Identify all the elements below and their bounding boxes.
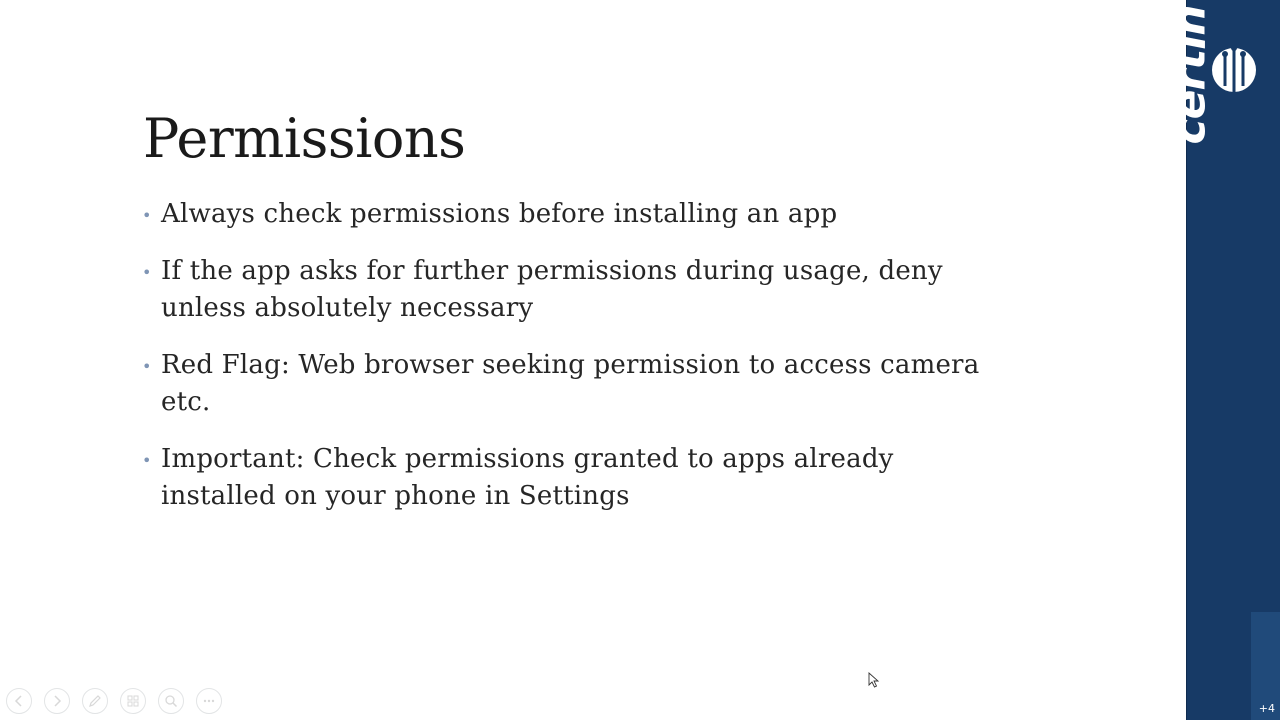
bullet-text: Always check permissions before installing an app [161, 199, 838, 229]
next-arrow-icon [50, 694, 64, 708]
previous-slide-button[interactable] [6, 688, 32, 714]
bullet-list [140, 196, 1000, 535]
slide-title: Permissions [143, 107, 466, 170]
bullet-dot: • [142, 451, 152, 470]
more-options-icon [202, 694, 216, 708]
next-slide-button[interactable] [44, 688, 70, 714]
bullet-item [140, 347, 1000, 421]
bullet-text: If the app asks for further permissions during usage, deny unless absolutely necessary [161, 256, 943, 323]
mouse-cursor-icon [868, 672, 880, 688]
pen-button[interactable] [82, 688, 108, 714]
slide-counter-box [1251, 612, 1280, 720]
zoom-icon [164, 694, 178, 708]
see-all-slides-button[interactable] [120, 688, 146, 714]
zoom-button[interactable] [158, 688, 184, 714]
bullet-text: Red Flag: Web browser seeking permission to access camera etc. [161, 350, 980, 417]
brand-sidebar [1164, 0, 1280, 720]
bullet-text: Important: Check permissions granted to apps already installed on your phone in Settings [161, 444, 894, 511]
more-options-button[interactable] [196, 688, 222, 714]
bullet-dot: • [142, 263, 152, 282]
pen-icon [88, 694, 102, 708]
slides-grid-icon [126, 694, 140, 708]
bullet-item [140, 196, 1000, 233]
slide-counter: +4 [1258, 702, 1275, 715]
slideshow-toolbar [6, 688, 222, 714]
bullet-dot: • [142, 357, 152, 376]
bullet-dot: • [142, 206, 152, 225]
previous-arrow-icon [12, 694, 26, 708]
bullet-item [140, 441, 1000, 515]
bullet-item [140, 253, 1000, 327]
brand-wordmark: certin [1164, 5, 1216, 145]
